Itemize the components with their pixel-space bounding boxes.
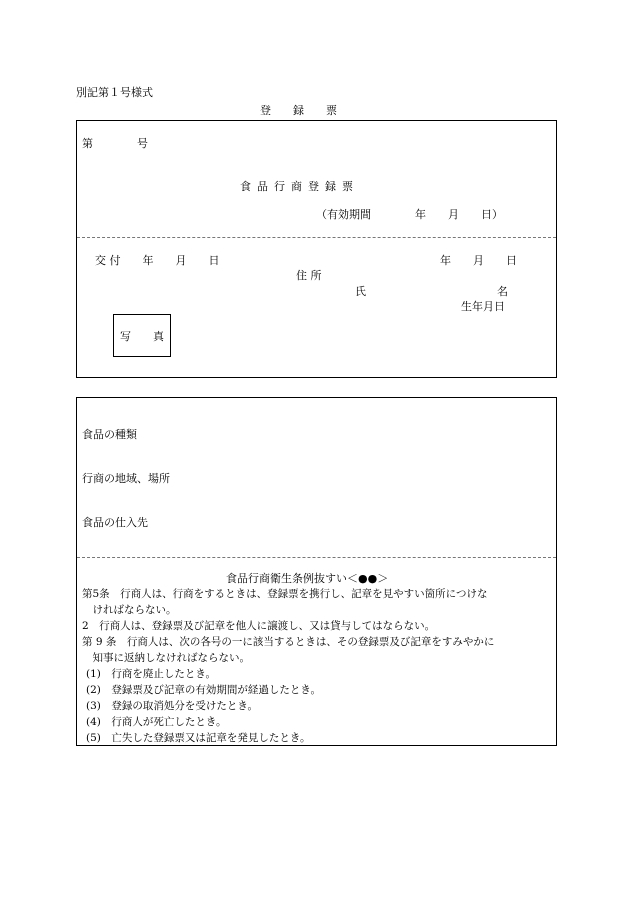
law-line: (3) 登録の取消処分を受けたとき。	[86, 700, 258, 712]
date-right: 年 月 日	[440, 254, 517, 267]
validity-period: （有効期間 年 月 日）	[316, 208, 503, 221]
birth-date-label: 生年月日	[461, 300, 505, 313]
field-supplier: 食品の仕入先	[82, 516, 148, 529]
form-label: 別記第１号様式	[76, 86, 153, 99]
divider-line-2	[77, 557, 556, 558]
law-line: 第 9 条 行商人は、次の各号の一に該当するときは、その登録票及び記章をすみやかに	[82, 636, 495, 648]
issue-date: 交 付 年 月 日	[95, 254, 220, 267]
law-title: 食品行商衛生条例抜すい＜●●＞	[226, 572, 389, 585]
law-line: (1) 行商を廃止したとき。	[86, 668, 216, 680]
law-line: 2 行商人は、登録票及び記章を他人に譲渡し、又は貸与してはならない。	[82, 620, 436, 632]
law-line: ければならない。	[82, 604, 177, 616]
form-title: 登 録 票	[260, 104, 337, 117]
card-title: 食品行商登録票	[240, 180, 359, 193]
name-label-right: 名	[497, 285, 508, 298]
law-line: 第5条 行商人は、行商をするときは、登録票を携行し、記章を見やすい箇所につけな	[82, 588, 488, 600]
registration-number-label: 第 号	[82, 137, 148, 150]
photo-label: 写 真	[120, 330, 164, 343]
law-line: (2) 登録票及び記章の有効期間が経過したとき。	[86, 684, 321, 696]
law-line: (4) 行商人が死亡したとき。	[86, 716, 227, 728]
field-food-type: 食品の種類	[82, 428, 137, 441]
field-area-place: 行商の地域、場所	[82, 472, 170, 485]
divider-line	[77, 237, 556, 238]
name-label-left: 氏	[355, 285, 366, 298]
law-line: 知事に返納しなければならない。	[82, 652, 250, 664]
address-label: 住 所	[296, 269, 322, 282]
law-line: (5) 亡失した登録票又は記章を発見したとき。	[86, 732, 311, 744]
